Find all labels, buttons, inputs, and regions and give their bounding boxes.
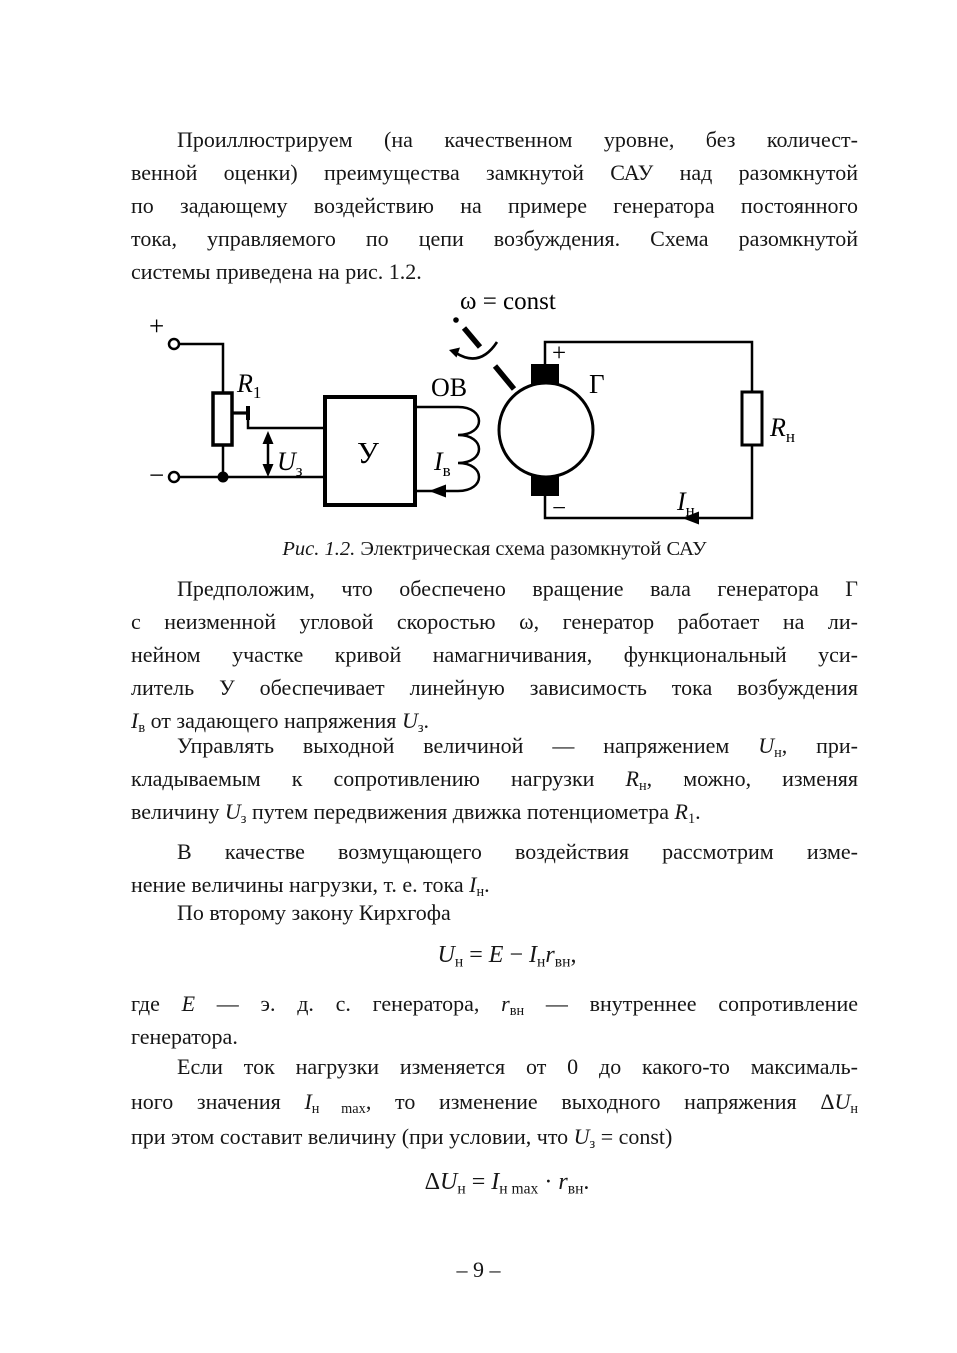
iv-arrowhead xyxy=(429,485,446,498)
text-line: величину Uз путем передвижения движка потенциометра R1. xyxy=(131,799,701,827)
uz-arrowhead-up xyxy=(263,431,274,444)
text-line: Iв от задающего напряжения Uз. xyxy=(131,708,429,736)
text-line: нение величины нагрузки, т. е. тока Iн. xyxy=(131,872,490,900)
paragraph-where xyxy=(131,987,858,1053)
text-line: генератора. xyxy=(131,1024,238,1049)
minus-terminal-label: − xyxy=(149,460,165,490)
formula-delta-u: ΔUн = Iн max · rвн. xyxy=(424,1169,590,1198)
text-line: по задающему воздействию на примере генератора постоянного xyxy=(131,193,858,218)
load-resistor xyxy=(742,392,762,445)
junction-dot xyxy=(218,472,229,483)
paragraph-intro xyxy=(131,123,858,288)
amplifier-label: У xyxy=(357,435,379,470)
wire xyxy=(545,342,752,392)
text-line: ного значения Iн max, то изменение выходного напряжения ΔUн xyxy=(131,1089,859,1117)
iv-label: $I_в$ xyxy=(434,447,451,480)
formula-kirchhoff-law: Uн = E − Iнrвн, xyxy=(437,942,577,971)
text-line: В качестве возмущающего воздействия рассмотрим изме- xyxy=(177,839,858,864)
figure-caption: Рис. 1.2. Электрическая схема разомкнутой САУ xyxy=(282,538,707,560)
shaft-dot xyxy=(453,317,459,323)
wire xyxy=(179,344,223,393)
potentiometer-body xyxy=(213,393,232,445)
text-line: литель У обеспечивает линейную зависимость тока возбуждения xyxy=(131,675,858,700)
generator-circle xyxy=(499,383,593,477)
rn-label: $R_н$ xyxy=(770,413,795,446)
brush-bottom xyxy=(531,476,559,496)
plus-terminal xyxy=(169,339,179,349)
shaft-dash xyxy=(464,328,480,347)
text-line: нейном участке кривой намагничивания, функциональный уси- xyxy=(131,642,858,667)
text-line: Предположим, что обеспечено вращение вала генератора Г xyxy=(177,576,858,601)
generator-plus-label: + xyxy=(552,340,567,367)
text-line: Если ток нагрузки изменяется от 0 до какого-то максималь- xyxy=(177,1054,858,1079)
ov-label: ОВ xyxy=(431,373,468,402)
brush-top xyxy=(531,364,559,384)
paragraph-control xyxy=(131,729,858,828)
text-line: где E — э. д. с. генератора, rвн — внутреннее сопротивление xyxy=(131,991,858,1019)
text-line: при этом составит величину (при условии, что Uз = const) xyxy=(131,1124,673,1152)
uz-label: $U_з$ xyxy=(277,447,303,480)
paragraph-disturbance xyxy=(131,835,858,901)
paragraph-kirchhoff xyxy=(131,896,858,929)
text-line: Управлять выходной величиной — напряжением Uн, при- xyxy=(177,733,859,761)
paragraph-load-change xyxy=(131,1049,858,1154)
potentiometer-label: $R_1$ xyxy=(237,369,262,402)
text-line: По второму закону Кирхгофа xyxy=(177,900,451,925)
wire xyxy=(248,414,325,428)
text-line: системы приведена на рис. 1.2. xyxy=(131,259,422,284)
text-line: Проиллюстрируем (на качественном уровне, без количест- xyxy=(177,127,858,152)
circuit-diagram xyxy=(130,283,870,536)
field-winding-coil xyxy=(458,407,479,491)
text-line: тока, управляемого по цепи возбуждения. Схема разомкнутой xyxy=(131,226,858,251)
text-line: кладываемым к сопротивлению нагрузки Rн, можно, изменяя xyxy=(131,766,859,794)
rotation-arrowhead xyxy=(449,348,460,358)
generator-label: Г xyxy=(589,369,605,399)
generator-minus-label: − xyxy=(552,495,567,522)
in-label: $I_н$ xyxy=(677,487,695,520)
page-number: – 9 – xyxy=(456,1257,501,1282)
text-line: венной оценки) преимущества замкнутой САУ над разомкнутой xyxy=(131,160,858,185)
uz-arrowhead-down xyxy=(263,464,274,477)
minus-terminal xyxy=(169,472,179,482)
omega-const-label: ω = const xyxy=(460,288,556,315)
shaft-dash xyxy=(495,366,514,389)
text-line: с неизменной угловой скоростью ω, генератор работает на ли- xyxy=(131,609,858,634)
plus-terminal-label: + xyxy=(149,311,165,341)
paragraph-assumption xyxy=(131,572,858,737)
